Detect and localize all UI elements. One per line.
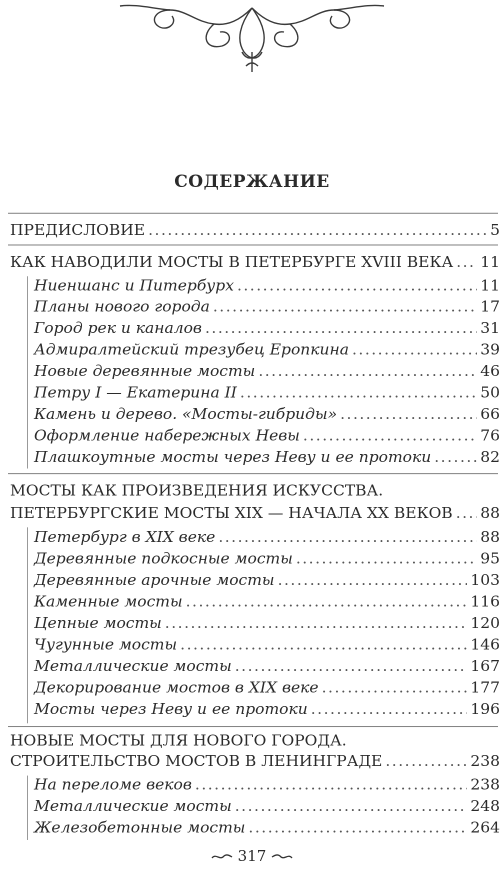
leader-dots bbox=[237, 276, 477, 295]
section-label-line1: МОСТЫ КАК ПРОИЗВЕДЕНИЯ ИСКУССТВА. bbox=[10, 482, 384, 500]
entry-page: 5 bbox=[490, 222, 500, 239]
leader-dots bbox=[235, 797, 468, 816]
toc-entry[interactable] bbox=[34, 319, 500, 338]
entry-label: Петру I — Екатерина II bbox=[34, 384, 237, 402]
toc-entry[interactable] bbox=[34, 528, 500, 547]
entry-page: 82 bbox=[480, 448, 500, 466]
section-label: СТРОИТЕЛЬСТВО МОСТОВ В ЛЕНИНГРАДЕ bbox=[10, 753, 383, 770]
section-label: ПЕТЕРБУРГСКИЕ МОСТЫ XIX — НАЧАЛА XX ВЕКОВ bbox=[10, 504, 453, 522]
toc-entry[interactable] bbox=[34, 405, 500, 424]
entry-page: 88 bbox=[480, 529, 500, 546]
entry-label: Металлические мосты bbox=[34, 797, 232, 815]
entry-label: Металлические мосты bbox=[34, 657, 232, 675]
entry-page: 177 bbox=[470, 679, 500, 697]
section-page: 238 bbox=[470, 753, 500, 770]
page-number bbox=[0, 847, 504, 865]
leader-dots bbox=[180, 636, 467, 655]
entry-label: Железобетонные мосты bbox=[34, 819, 246, 837]
toc-entry[interactable] bbox=[34, 276, 500, 295]
entry-page: 120 bbox=[470, 615, 500, 632]
toc-entry[interactable] bbox=[34, 700, 500, 719]
leader-dots bbox=[205, 319, 477, 338]
toc-entry-preface[interactable] bbox=[10, 221, 500, 240]
entry-label: Плашкоутные мосты через Неву и ее протоки bbox=[34, 448, 432, 466]
leader-dots bbox=[165, 614, 468, 633]
toc-entry[interactable] bbox=[34, 636, 500, 655]
leader-dots bbox=[195, 776, 468, 795]
page-title: СОДЕРЖАНИЕ bbox=[174, 172, 330, 192]
toc-section-3[interactable] bbox=[10, 752, 500, 771]
toc-entry[interactable] bbox=[34, 776, 500, 795]
entry-label: Планы нового города bbox=[34, 298, 210, 316]
toc-entry[interactable] bbox=[34, 298, 500, 317]
toc-entry[interactable] bbox=[34, 427, 500, 446]
entry-page: 146 bbox=[470, 636, 500, 654]
leader-dots bbox=[218, 528, 477, 547]
entry-label: Деревянные подкосные мосты bbox=[34, 550, 293, 568]
leader-dots bbox=[456, 504, 478, 523]
entry-page: 95 bbox=[480, 550, 500, 568]
section-label-line1: НОВЫЕ МОСТЫ ДЛЯ НОВОГО ГОРОДА. bbox=[10, 732, 347, 750]
section-page: 88 bbox=[480, 504, 500, 522]
toc-section-1[interactable] bbox=[10, 253, 500, 272]
leader-dots bbox=[385, 752, 467, 771]
toc-entry[interactable] bbox=[34, 593, 500, 612]
toc-entry[interactable] bbox=[34, 679, 500, 698]
entry-label: На переломе веков bbox=[34, 776, 192, 794]
entry-page: 103 bbox=[470, 572, 500, 589]
leader-dots bbox=[186, 593, 468, 612]
leader-dots bbox=[456, 253, 477, 272]
toc-entry[interactable] bbox=[34, 797, 500, 816]
leader-dots bbox=[248, 819, 467, 838]
entry-label: Декорирование мостов в XIX веке bbox=[34, 679, 319, 697]
entry-page: 31 bbox=[480, 320, 500, 337]
divider bbox=[8, 245, 498, 246]
toc-entry[interactable] bbox=[34, 384, 500, 403]
entry-page: 167 bbox=[470, 657, 500, 675]
entry-label: Адмиралтейский трезубец Еропкина bbox=[34, 341, 349, 359]
entry-page: 39 bbox=[480, 341, 500, 359]
leader-dots bbox=[148, 221, 487, 240]
leader-dots bbox=[303, 427, 477, 446]
leader-dots bbox=[322, 679, 468, 698]
toc-entry[interactable] bbox=[34, 614, 500, 633]
entry-page: 17 bbox=[480, 298, 500, 316]
entry-label: Каменные мосты bbox=[34, 593, 183, 611]
toc-entry[interactable] bbox=[34, 657, 500, 676]
toc-entry[interactable] bbox=[34, 341, 500, 360]
leader-dots bbox=[235, 657, 468, 676]
entry-page: 11 bbox=[480, 277, 500, 294]
leader-dots bbox=[296, 550, 477, 569]
leader-dots bbox=[213, 298, 477, 317]
toc-entry[interactable] bbox=[34, 819, 500, 838]
toc-section-2[interactable] bbox=[10, 504, 500, 523]
section-label: КАК НАВОДИЛИ МОСТЫ В ПЕТЕРБУРГЕ XVIII ВЕКА bbox=[10, 253, 454, 271]
section-page: 11 bbox=[480, 253, 500, 271]
entry-label: Камень и дерево. «Мосты-гибриды» bbox=[34, 405, 338, 423]
entry-page: 76 bbox=[480, 427, 500, 445]
leader-dots bbox=[258, 362, 477, 381]
divider bbox=[8, 726, 498, 727]
entry-page: 238 bbox=[470, 776, 500, 794]
entry-label: Чугунные мосты bbox=[34, 636, 178, 654]
entry-label: Цепные мосты bbox=[34, 615, 162, 632]
swash-right-icon bbox=[271, 852, 293, 862]
entry-label: Петербург в XIX веке bbox=[34, 529, 216, 546]
divider bbox=[8, 473, 498, 474]
entry-label: Город рек и каналов bbox=[34, 320, 202, 337]
leader-dots bbox=[434, 448, 477, 467]
entry-page: 66 bbox=[480, 405, 500, 423]
toc-entry[interactable] bbox=[34, 571, 500, 590]
entry-label: Новые деревянные мосты bbox=[34, 363, 256, 380]
entry-page: 196 bbox=[470, 700, 500, 718]
toc-entry[interactable] bbox=[34, 448, 500, 467]
entry-page: 264 bbox=[470, 819, 500, 837]
toc-entry[interactable] bbox=[34, 550, 500, 569]
entry-page: 116 bbox=[470, 593, 500, 611]
indent-bar bbox=[27, 276, 28, 468]
entry-label: Деревянные арочные мосты bbox=[34, 572, 275, 589]
divider bbox=[8, 213, 498, 214]
leader-dots bbox=[240, 384, 477, 403]
indent-bar bbox=[27, 776, 28, 840]
leader-dots bbox=[311, 700, 468, 719]
entry-label: Оформление набережных Невы bbox=[34, 427, 300, 445]
leader-dots bbox=[278, 571, 468, 590]
leader-dots bbox=[352, 341, 477, 360]
entry-label: Мосты через Неву и ее протоки bbox=[34, 700, 308, 718]
entry-page: 46 bbox=[480, 363, 500, 380]
folio-number: 317 bbox=[237, 847, 267, 865]
entry-label: Ниеншанс и Питербурх bbox=[34, 277, 234, 294]
entry-page: 50 bbox=[480, 384, 500, 402]
toc-entry[interactable] bbox=[34, 362, 500, 381]
leader-dots bbox=[340, 405, 477, 424]
indent-bar bbox=[27, 527, 28, 723]
swash-left-icon bbox=[211, 852, 233, 862]
entry-label: ПРЕДИСЛОВИЕ bbox=[10, 222, 146, 239]
entry-page: 248 bbox=[470, 797, 500, 815]
